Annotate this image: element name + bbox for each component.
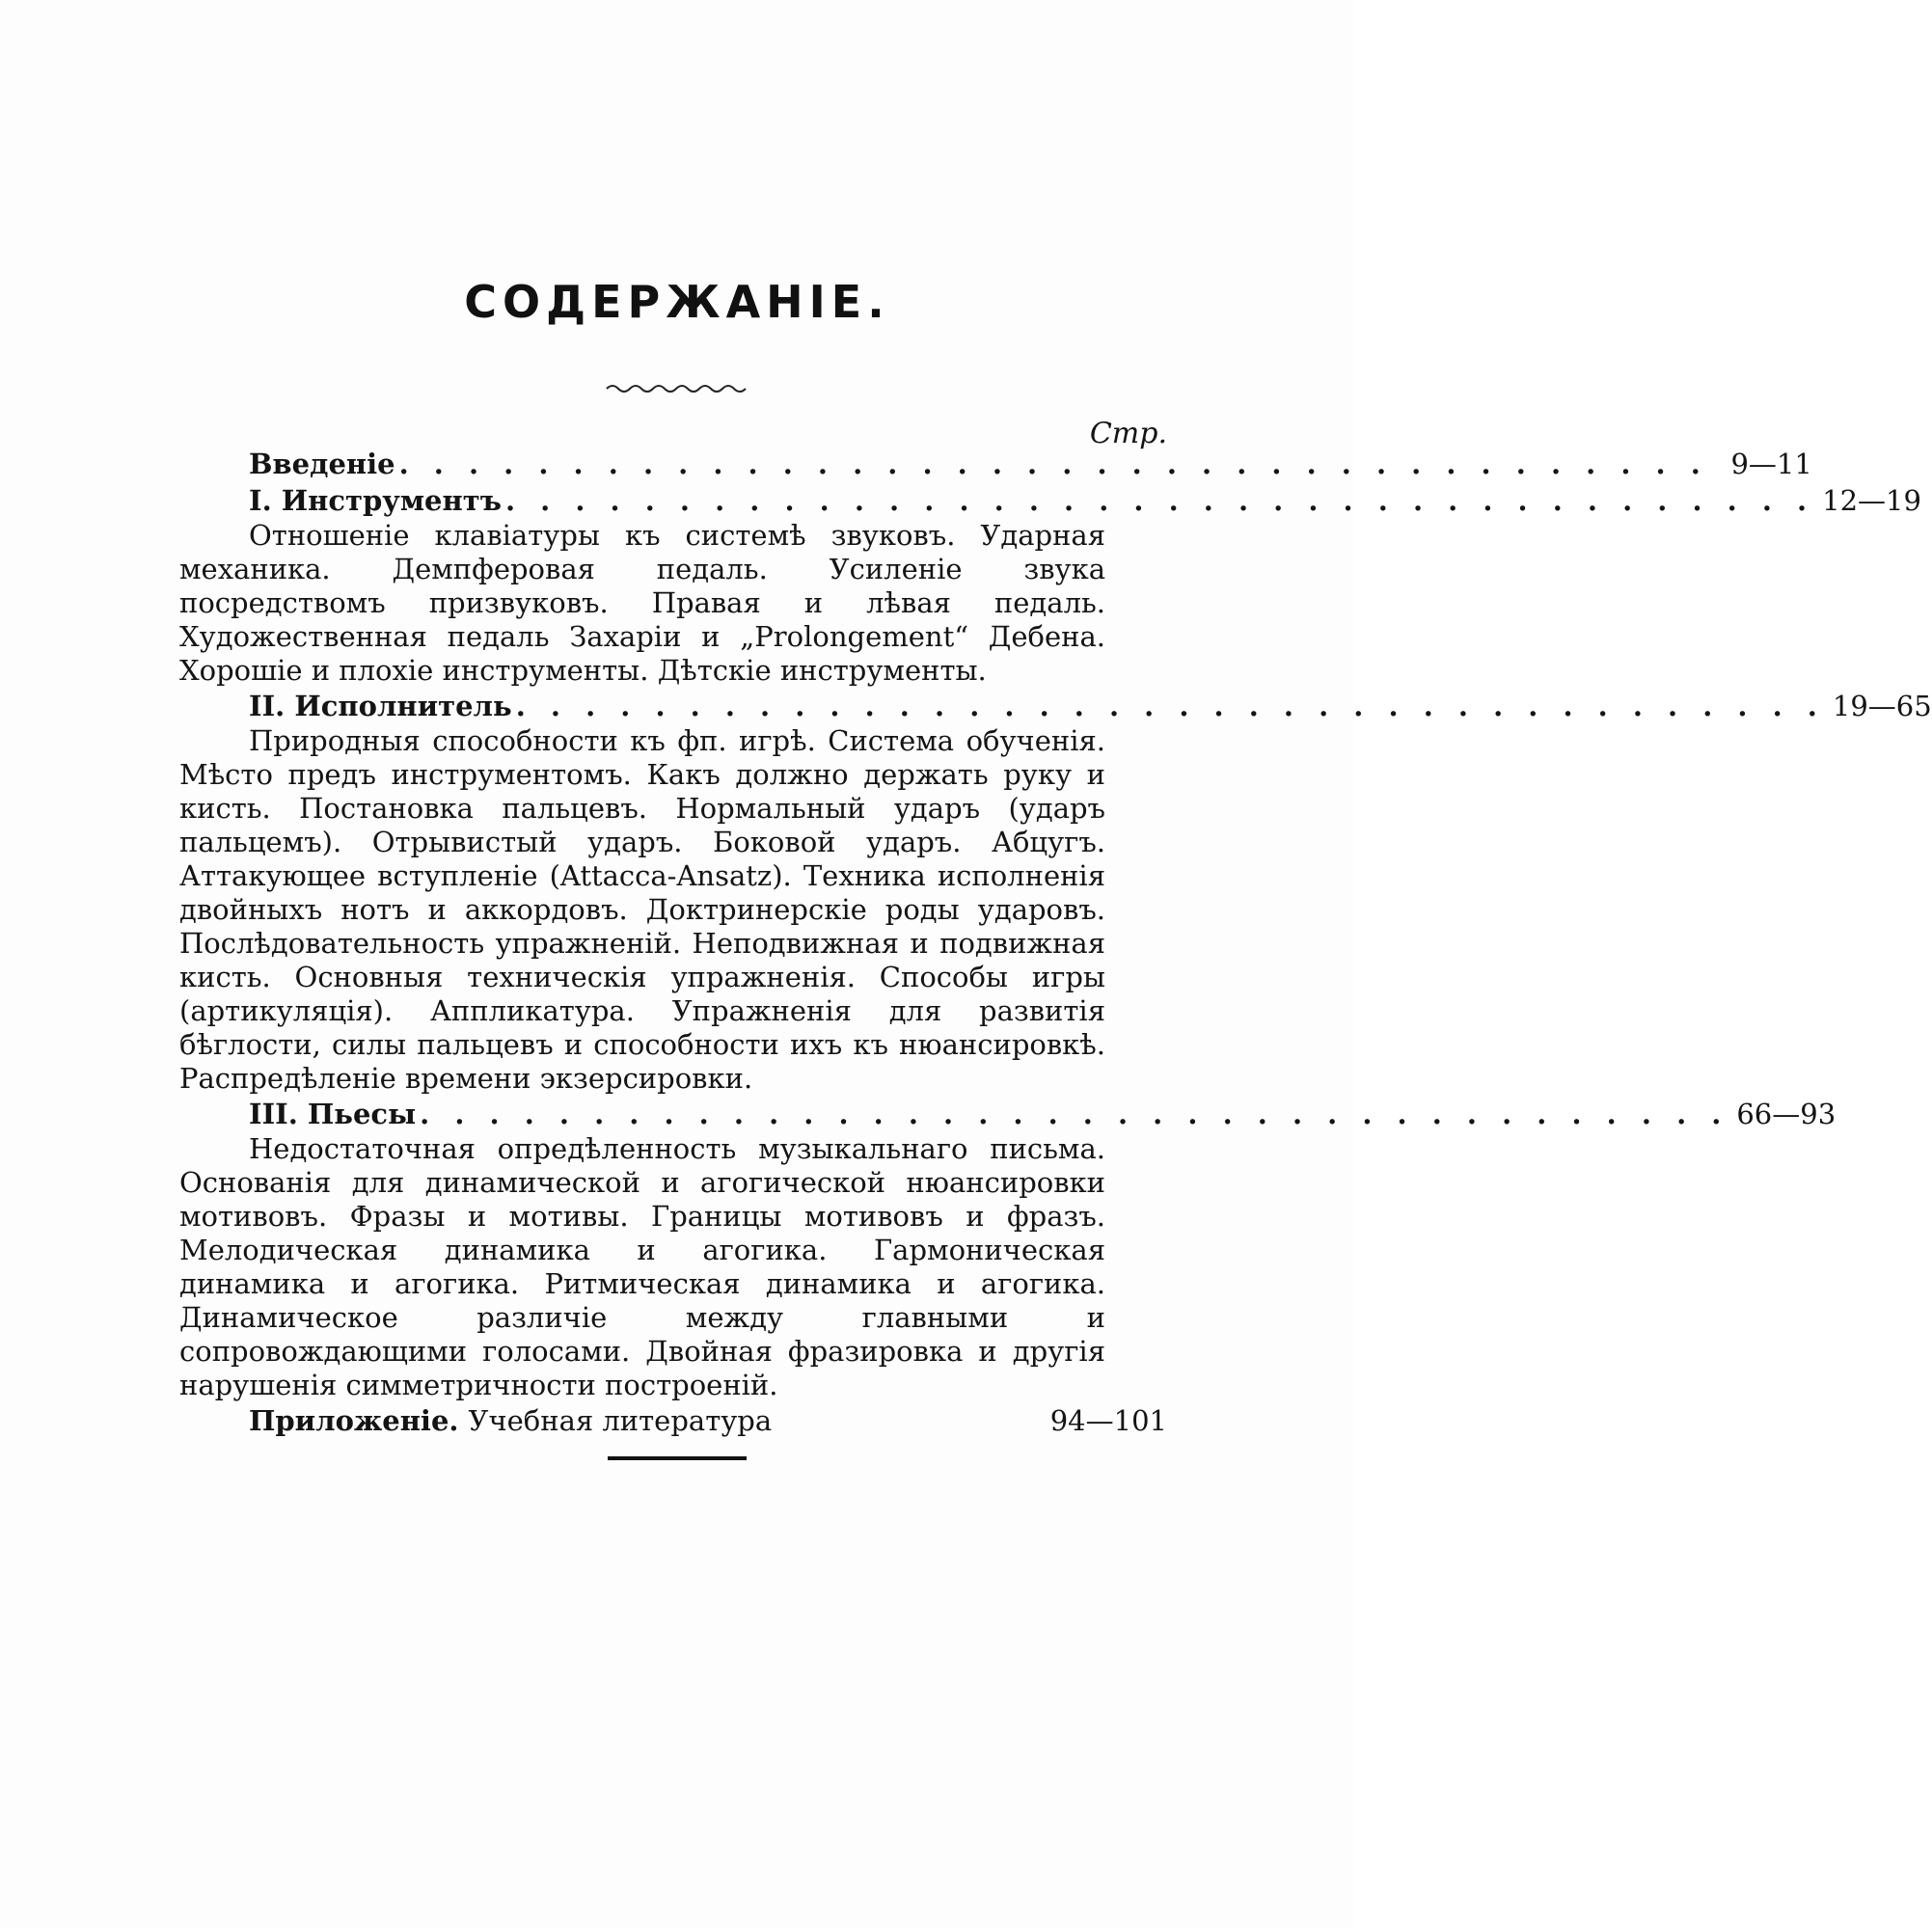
entry-subtitle: Учебная литература [468,1404,773,1437]
entry-title: Введеніе [249,448,395,480]
entry-description: Природныя способности къ фп. игрѣ. Система обученія. Мѣсто предъ инструментомъ. Какъ должно держать руку и кисть. Постановка пальцевъ. Нормальный ударъ (ударъ пальцемъ). Отрывистый ударъ. Боковой ударъ. Абцугъ. Аттакующее вступленіе (Attacca-Ansatz). Техника исполненія двойныхъ нотъ и аккордовъ. Доктринерскіе роды ударовъ. Послѣдовательность упражненій. Неподвижная и подвижная кисть. Основныя техническія упражненія. Способы игры (артикуляція). Аппликатура. Упражненія для развитія бѣглости, силы пальцевъ и способности ихъ къ нюансировкѣ. Распредѣленіе времени экзерсировки. [179,724,1105,1095]
entry-pages: 9—11 [1730,448,1812,480]
toc-entry-instrument [179,482,1921,519]
entry-title: Приложеніе. [249,1404,459,1437]
entry-title: II. Исполнитель [249,690,512,722]
page-column-header: Стр. [1089,417,1167,450]
dot-leader: . . . . . . . . . . . . . . . . . . . . . . . . . . . . . . . . . . . . . . [420,1098,1729,1130]
closing-rule [608,1456,747,1460]
toc-entry-appendix [179,1402,1167,1439]
decorative-squiggle-icon [605,381,749,396]
entry-description: Недостаточная опредѣленность музыкальнаго письма. Основанія для динамической и агогической нюансировки мотивовъ. Фразы и мотивы. Границы мотивовъ и фразъ. Мелодическая динамика и агогика. Гармоническая динамика и агогика. Ритмическая динамика и агогика. Динамическое различіе между главными и сопровождающими голосами. Двойная фразировка и другія нарушенія симметричности построеній. [179,1132,1105,1401]
entry-title: III. Пьесы [249,1098,417,1130]
table-of-contents [179,446,1932,1439]
entry-pages: 12—19 [1822,484,1921,517]
toc-entry-performer [179,688,1932,724]
page-title: СОДЕРЖАНІЕ. [464,276,890,328]
entry-title: I. Инструментъ [249,484,502,517]
dot-leader: . . . . . . . . . . . . . . . . . . . . . . . . . . . . . . . . . . . . . . [398,448,1708,480]
entry-pages: 66—93 [1736,1098,1837,1130]
toc-entry-introduction [179,446,1812,482]
entry-pages: 19—65 [1832,690,1932,722]
dot-leader: . . . . . . . . . . . . . . . . . . . . . . . . . . . . . . . . . . . . . . [515,690,1825,722]
entry-description: Отношеніе клавіатуры къ системѣ звуковъ. Ударная механика. Демпферовая педаль. Усиленіе звука посредствомъ призвуковъ. Правая и лѣвая педаль. Художественная педаль Захаріи и „Prolongement“ Дебена. Хорошіе и плохіе инструменты. Дѣтскіе инструменты. [179,519,1105,687]
entry-pages: 94—101 [1049,1404,1167,1437]
toc-entry-pieces [179,1096,1837,1132]
dot-leader: . . . . . . . . . . . . . . . . . . . . . . . . . . . . . . . . . . . . . . [504,484,1815,517]
